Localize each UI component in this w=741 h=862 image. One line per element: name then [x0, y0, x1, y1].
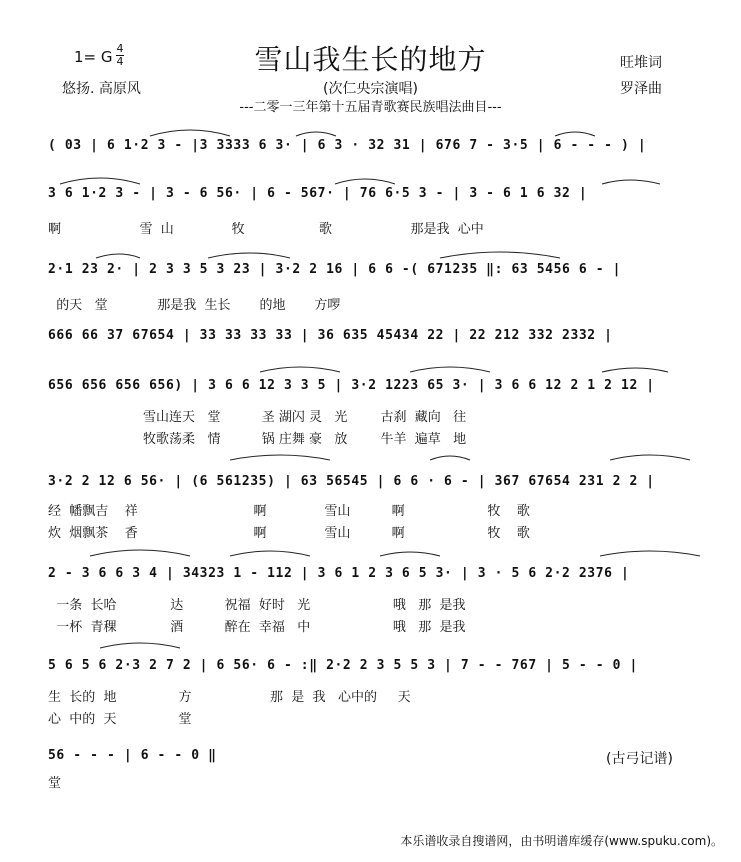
tempo-marking: 悠扬. 高原风	[62, 81, 141, 97]
score-system-4: 666 66 37 67654 | 33 33 33 33 | 36 635 45434 22 | 22 212 332 2332 |	[48, 328, 613, 343]
key-signature: 1= G	[74, 48, 113, 66]
score-system-5: 656 656 656 656) | 3 6 6 12 3 3 5 | 3·2 1223 65 3· | 3 6 6 12 2 1 2 12 |	[48, 378, 655, 393]
score-system-8: 5 6 5 6 2·3 2 7 2 | 6 56· 6 - :‖ 2·2 2 3 5 5 3 | 7 - - 767 | 5 - - 0 |	[48, 658, 638, 673]
lyric-line: 雪山连天 堂 圣 湖闪 灵 光 古刹 藏向 往	[48, 410, 467, 424]
lyric-line: 一杯 青稞 酒 醉在 幸福 中 哦 那 是我	[48, 620, 466, 634]
lyric-line: 啊 雪 山 牧 歌 那是我 心中	[48, 222, 484, 236]
page-title: 雪山我生长的地方	[254, 43, 487, 76]
performer: (次仁央宗演唱)	[323, 81, 418, 97]
lyric-line: 一条 长哈 达 祝福 好时 光 哦 那 是我	[48, 598, 466, 612]
source-footer: 本乐谱收录自搜谱网，由书明谱库缓存(www.spuku.com)。	[400, 834, 723, 848]
score-system-9: 56 - - - | 6 - - 0 ‖	[48, 748, 217, 763]
lyric-line: 牧歌荡柔 情 锅 庄舞 豪 放 牛羊 遍草 地	[48, 432, 467, 446]
lyric-line: 生 长的 地 方 那 是 我 心中的 天	[48, 690, 411, 704]
score-system-6: 3·2 2 12 6 56· | (6 561235) | 63 56545 | 6 6 · 6 - | 367 67654 231 2 2 |	[48, 474, 655, 489]
subtitle: ---二零一三年第十五届青歌赛民族唱法曲目---	[239, 100, 502, 115]
notation-credit: (古弓记谱)	[606, 751, 673, 767]
composer: 罗泽曲	[620, 81, 662, 97]
score-system-7: 2 - 3 6 6 3 4 | 34323 1 - 112 | 3 6 1 2 3 6 5 3· | 3 · 5 6 2·2 2376 |	[48, 566, 630, 581]
lyric-line: 的天 堂 那是我 生长 的地 方啰	[48, 298, 341, 312]
score-system-3: 2·1 23 2· | 2 3 3 5 3 23 | 3·2 2 16 | 6 6 -( 671235 ‖: 63 5456 6 - |	[48, 262, 622, 277]
lyric-line: 堂	[48, 776, 62, 790]
score-system-1: ( 03 | 6 1·2 3 - |3 3333 6 3· | 6 3 · 32 31 | 676 7 - 3·5 | 6 - - - ) |	[48, 138, 647, 153]
score-system-2: 3 6 1·2 3 - | 3 - 6 56· | 6 - 567· | 76 6·5 3 - | 3 - 6 1 6 32 |	[48, 186, 588, 201]
lyric-line: 经 幡飘吉 祥 啊 雪山 啊 牧 歌	[48, 504, 530, 518]
time-signature-top: 4	[116, 42, 124, 55]
lyricist: 旺堆词	[620, 55, 662, 71]
time-signature-bottom: 4	[116, 55, 124, 68]
lyric-line: 心 中的 天 堂	[48, 712, 192, 726]
lyric-line: 炊 烟飘茶 香 啊 雪山 啊 牧 歌	[48, 526, 530, 540]
